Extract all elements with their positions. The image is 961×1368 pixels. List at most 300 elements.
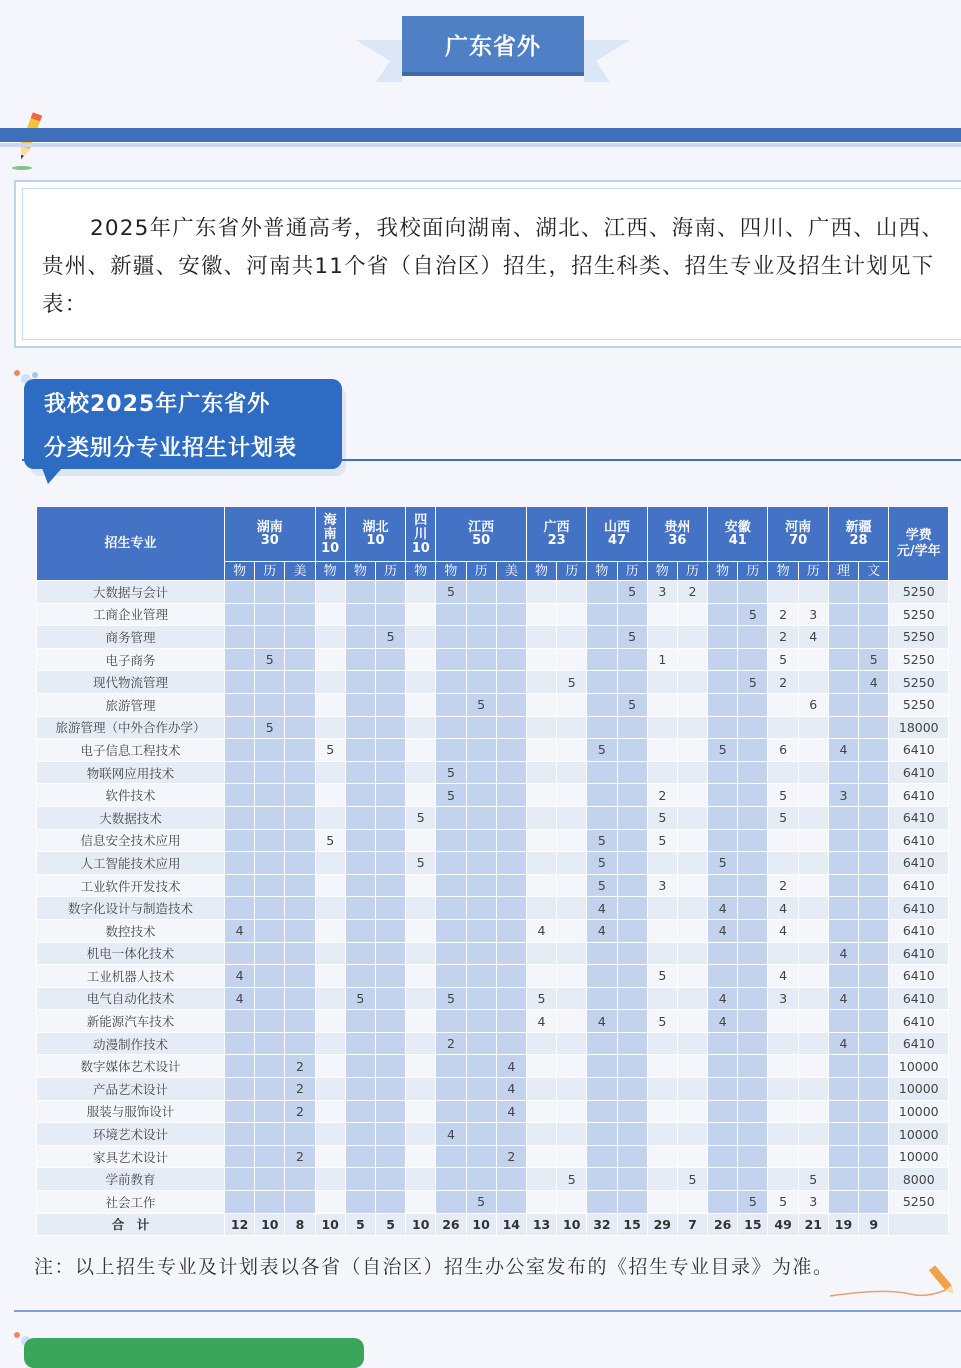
major-name: 环境艺术设计 bbox=[37, 1123, 225, 1146]
plan-cell bbox=[647, 1145, 677, 1168]
plan-cell bbox=[225, 626, 255, 649]
plan-cell bbox=[708, 648, 738, 671]
plan-cell: 5 bbox=[345, 987, 375, 1010]
plan-cell bbox=[255, 852, 285, 875]
plan-cell bbox=[225, 806, 255, 829]
plan-cell: 3 bbox=[798, 1191, 828, 1214]
plan-cell bbox=[315, 1123, 345, 1146]
plan-cell bbox=[526, 1032, 556, 1055]
plan-cell: 4 bbox=[587, 919, 617, 942]
plan-cell bbox=[466, 852, 496, 875]
major-name: 数字媒体艺术设计 bbox=[37, 1055, 225, 1078]
plan-cell bbox=[315, 1100, 345, 1123]
plan-cell bbox=[557, 919, 587, 942]
plan-cell bbox=[557, 852, 587, 875]
plan-cell: 12 bbox=[225, 1213, 255, 1236]
major-name: 旅游管理（中外合作办学） bbox=[37, 716, 225, 739]
plan-cell bbox=[677, 716, 707, 739]
plan-cell: 13 bbox=[526, 1213, 556, 1236]
plan-cell bbox=[677, 1191, 707, 1214]
plan-cell bbox=[526, 965, 556, 988]
plan-cell bbox=[828, 965, 858, 988]
plan-cell bbox=[225, 852, 255, 875]
plan-cell bbox=[798, 1010, 828, 1033]
plan-cell bbox=[557, 761, 587, 784]
plan-cell bbox=[677, 648, 707, 671]
plan-cell bbox=[406, 829, 436, 852]
plan-cell: 5 bbox=[617, 626, 647, 649]
plan-cell bbox=[738, 987, 768, 1010]
plan-cell bbox=[436, 1078, 466, 1101]
plan-cell bbox=[798, 852, 828, 875]
plan-cell bbox=[406, 784, 436, 807]
plan-cell bbox=[496, 739, 526, 762]
plan-cell bbox=[375, 965, 405, 988]
table-row bbox=[37, 806, 949, 829]
plan-cell bbox=[406, 581, 436, 604]
plan-cell: 4 bbox=[526, 1010, 556, 1033]
plan-cell bbox=[557, 965, 587, 988]
plan-cell bbox=[587, 784, 617, 807]
plan-cell bbox=[406, 693, 436, 716]
plan-cell bbox=[225, 897, 255, 920]
fee-cell: 6410 bbox=[889, 987, 949, 1010]
plan-cell: 5 bbox=[768, 648, 798, 671]
plan-cell bbox=[677, 965, 707, 988]
plan-cell bbox=[738, 1055, 768, 1078]
plan-cell bbox=[255, 829, 285, 852]
header-subject: 美 bbox=[285, 562, 315, 581]
plan-cell bbox=[708, 1032, 738, 1055]
section-banner bbox=[402, 16, 584, 72]
plan-cell bbox=[859, 716, 889, 739]
plan-cell bbox=[526, 671, 556, 694]
plan-cell bbox=[617, 852, 647, 875]
plan-cell bbox=[285, 626, 315, 649]
table-row bbox=[37, 919, 949, 942]
plan-cell: 3 bbox=[798, 603, 828, 626]
plan-cell: 5 bbox=[587, 874, 617, 897]
header-province bbox=[436, 507, 527, 562]
plan-cell: 4 bbox=[859, 671, 889, 694]
header-subject: 物 bbox=[436, 562, 466, 581]
plan-cell bbox=[617, 671, 647, 694]
plan-cell bbox=[738, 784, 768, 807]
plan-cell bbox=[677, 1055, 707, 1078]
plan-cell bbox=[768, 693, 798, 716]
plan-cell bbox=[738, 897, 768, 920]
table-row bbox=[37, 581, 949, 604]
table-row bbox=[37, 942, 949, 965]
plan-cell bbox=[828, 648, 858, 671]
province-name: 贵州 bbox=[664, 520, 691, 535]
plan-cell bbox=[345, 1032, 375, 1055]
plan-cell bbox=[828, 852, 858, 875]
header-subject: 历 bbox=[677, 562, 707, 581]
plan-cell bbox=[708, 965, 738, 988]
plan-cell bbox=[526, 784, 556, 807]
plan-cell: 5 bbox=[647, 829, 677, 852]
plan-cell bbox=[496, 693, 526, 716]
plan-cell bbox=[345, 874, 375, 897]
plan-cell: 5 bbox=[617, 693, 647, 716]
plan-cell bbox=[496, 648, 526, 671]
plan-cell: 15 bbox=[738, 1213, 768, 1236]
plan-cell bbox=[466, 1100, 496, 1123]
plan-cell: 5 bbox=[315, 829, 345, 852]
plan-cell bbox=[768, 1145, 798, 1168]
plan-cell bbox=[375, 1078, 405, 1101]
plan-cell bbox=[345, 852, 375, 875]
plan-cell bbox=[526, 1168, 556, 1191]
plan-cell bbox=[496, 919, 526, 942]
plan-cell bbox=[587, 965, 617, 988]
plan-cell bbox=[828, 897, 858, 920]
plan-cell bbox=[496, 603, 526, 626]
plan-cell bbox=[708, 603, 738, 626]
plan-cell bbox=[526, 942, 556, 965]
plan-cell bbox=[225, 1168, 255, 1191]
plan-cell bbox=[798, 739, 828, 762]
header-subject: 物 bbox=[315, 562, 345, 581]
plan-cell bbox=[496, 1191, 526, 1214]
plan-cell bbox=[255, 1123, 285, 1146]
plan-cell bbox=[466, 1078, 496, 1101]
plan-cell bbox=[557, 897, 587, 920]
table-row bbox=[37, 693, 949, 716]
major-name: 学前教育 bbox=[37, 1168, 225, 1191]
plan-cell bbox=[345, 942, 375, 965]
plan-cell bbox=[255, 1078, 285, 1101]
province-total: 36 bbox=[668, 533, 687, 548]
plan-cell bbox=[617, 987, 647, 1010]
plan-cell bbox=[345, 1010, 375, 1033]
plan-cell bbox=[526, 829, 556, 852]
plan-cell bbox=[617, 965, 647, 988]
table-row bbox=[37, 1078, 949, 1101]
plan-cell bbox=[647, 603, 677, 626]
plan-cell: 4 bbox=[526, 919, 556, 942]
plan-cell: 5 bbox=[768, 784, 798, 807]
table-row bbox=[37, 1100, 949, 1123]
plan-cell bbox=[496, 1168, 526, 1191]
plan-cell bbox=[345, 739, 375, 762]
header-subject: 物 bbox=[406, 562, 436, 581]
plan-cell bbox=[647, 626, 677, 649]
plan-cell bbox=[859, 965, 889, 988]
plan-cell bbox=[375, 1010, 405, 1033]
province-name: 安徽 bbox=[724, 520, 751, 535]
plan-cell bbox=[225, 603, 255, 626]
plan-cell bbox=[708, 1078, 738, 1101]
table-row bbox=[37, 987, 949, 1010]
major-name: 软件技术 bbox=[37, 784, 225, 807]
plan-cell bbox=[345, 1191, 375, 1214]
plan-cell bbox=[768, 852, 798, 875]
plan-cell: 5 bbox=[708, 852, 738, 875]
plan-cell bbox=[647, 671, 677, 694]
province-total: 10 bbox=[366, 533, 385, 548]
plan-cell bbox=[708, 784, 738, 807]
plan-cell bbox=[828, 716, 858, 739]
plan-cell bbox=[859, 1145, 889, 1168]
plan-cell bbox=[496, 761, 526, 784]
plan-cell bbox=[345, 965, 375, 988]
plan-cell bbox=[738, 1078, 768, 1101]
plan-cell: 4 bbox=[225, 987, 255, 1010]
plan-cell: 2 bbox=[768, 874, 798, 897]
table-row bbox=[37, 874, 949, 897]
plan-cell: 4 bbox=[708, 1010, 738, 1033]
plan-cell bbox=[708, 1055, 738, 1078]
plan-cell bbox=[828, 829, 858, 852]
plan-cell: 4 bbox=[768, 965, 798, 988]
fee-cell: 5250 bbox=[889, 648, 949, 671]
plan-cell bbox=[406, 1032, 436, 1055]
fee-cell: 6410 bbox=[889, 874, 949, 897]
plan-cell: 4 bbox=[496, 1055, 526, 1078]
province-name: 湖南 bbox=[256, 520, 283, 535]
plan-cell bbox=[406, 1168, 436, 1191]
plan-cell bbox=[496, 874, 526, 897]
plan-cell bbox=[677, 1145, 707, 1168]
major-name: 大数据与会计 bbox=[37, 581, 225, 604]
plan-cell bbox=[617, 739, 647, 762]
plan-cell bbox=[768, 1055, 798, 1078]
plan-cell bbox=[828, 626, 858, 649]
plan-cell bbox=[285, 1032, 315, 1055]
plan-cell bbox=[617, 1145, 647, 1168]
plan-cell bbox=[738, 693, 768, 716]
plan-cell bbox=[225, 1191, 255, 1214]
plan-cell bbox=[557, 716, 587, 739]
plan-cell bbox=[677, 942, 707, 965]
plan-cell: 5 bbox=[466, 693, 496, 716]
plan-cell bbox=[587, 716, 617, 739]
plan-cell bbox=[708, 829, 738, 852]
plan-cell bbox=[859, 1123, 889, 1146]
plan-cell: 49 bbox=[768, 1213, 798, 1236]
plan-cell bbox=[587, 1055, 617, 1078]
plan-cell bbox=[526, 739, 556, 762]
section-title-line1: 我校2025年广东省外 bbox=[44, 392, 271, 417]
plan-cell bbox=[768, 1100, 798, 1123]
header-subject: 历 bbox=[617, 562, 647, 581]
header-province bbox=[587, 507, 647, 562]
plan-cell bbox=[496, 581, 526, 604]
plan-cell bbox=[647, 1078, 677, 1101]
plan-cell bbox=[466, 942, 496, 965]
plan-cell: 4 bbox=[708, 897, 738, 920]
plan-cell: 4 bbox=[708, 987, 738, 1010]
header-subject: 历 bbox=[255, 562, 285, 581]
plan-cell bbox=[738, 1123, 768, 1146]
plan-cell bbox=[466, 581, 496, 604]
plan-cell bbox=[859, 1191, 889, 1214]
plan-cell bbox=[798, 829, 828, 852]
plan-cell bbox=[557, 626, 587, 649]
plan-cell bbox=[708, 1168, 738, 1191]
plan-cell bbox=[798, 965, 828, 988]
plan-cell bbox=[285, 1123, 315, 1146]
plan-cell bbox=[587, 1032, 617, 1055]
plan-cell bbox=[315, 1032, 345, 1055]
header-subject: 物 bbox=[225, 562, 255, 581]
plan-cell bbox=[255, 1145, 285, 1168]
plan-cell: 14 bbox=[496, 1213, 526, 1236]
plan-cell bbox=[587, 581, 617, 604]
plan-cell bbox=[406, 739, 436, 762]
plan-cell bbox=[708, 874, 738, 897]
plan-cell bbox=[677, 1123, 707, 1146]
fee-cell: 6410 bbox=[889, 919, 949, 942]
plan-cell bbox=[677, 852, 707, 875]
plan-cell bbox=[345, 1145, 375, 1168]
plan-cell: 5 bbox=[436, 581, 466, 604]
province-total: 10 bbox=[321, 540, 340, 556]
major-name: 人工智能技术应用 bbox=[37, 852, 225, 875]
province-total: 23 bbox=[547, 533, 566, 548]
plan-cell bbox=[466, 1145, 496, 1168]
plan-cell bbox=[285, 919, 315, 942]
plan-cell: 2 bbox=[436, 1032, 466, 1055]
plan-cell bbox=[406, 1145, 436, 1168]
plan-cell bbox=[285, 965, 315, 988]
plan-cell: 5 bbox=[708, 739, 738, 762]
plan-cell bbox=[828, 919, 858, 942]
fee-cell: 10000 bbox=[889, 1123, 949, 1146]
table-row bbox=[37, 852, 949, 875]
plan-cell bbox=[345, 648, 375, 671]
plan-cell bbox=[677, 1032, 707, 1055]
plan-cell bbox=[526, 761, 556, 784]
plan-cell bbox=[798, 942, 828, 965]
major-name: 机电一体化技术 bbox=[37, 942, 225, 965]
plan-cell bbox=[255, 897, 285, 920]
speech-tail-icon bbox=[42, 468, 62, 486]
plan-cell bbox=[738, 716, 768, 739]
plan-cell bbox=[526, 1145, 556, 1168]
province-total: 70 bbox=[789, 533, 808, 548]
plan-cell bbox=[557, 829, 587, 852]
table-row bbox=[37, 1168, 949, 1191]
plan-cell bbox=[436, 1145, 466, 1168]
header-subject: 物 bbox=[587, 562, 617, 581]
plan-cell: 5 bbox=[375, 626, 405, 649]
plan-cell bbox=[285, 739, 315, 762]
major-name: 商务管理 bbox=[37, 626, 225, 649]
province-name: 海南 bbox=[323, 512, 337, 542]
plan-cell bbox=[436, 1010, 466, 1033]
header-province bbox=[225, 507, 316, 562]
plan-cell bbox=[255, 942, 285, 965]
plan-cell: 2 bbox=[768, 603, 798, 626]
plan-cell bbox=[798, 1078, 828, 1101]
plan-cell: 5 bbox=[859, 648, 889, 671]
plan-cell bbox=[285, 852, 315, 875]
plan-cell bbox=[315, 874, 345, 897]
plan-cell bbox=[406, 626, 436, 649]
plan-cell bbox=[677, 829, 707, 852]
province-total: 50 bbox=[472, 533, 491, 548]
plan-cell bbox=[557, 1100, 587, 1123]
plan-cell bbox=[647, 1123, 677, 1146]
plan-cell bbox=[617, 761, 647, 784]
table-total-row bbox=[37, 1213, 949, 1236]
header-province bbox=[828, 507, 888, 562]
plan-cell bbox=[617, 874, 647, 897]
plan-cell: 2 bbox=[285, 1100, 315, 1123]
plan-cell bbox=[738, 965, 768, 988]
pen-icon bbox=[826, 1258, 961, 1302]
enrollment-plan-table-wrapper bbox=[36, 506, 949, 1236]
plan-cell bbox=[587, 1145, 617, 1168]
plan-cell bbox=[225, 739, 255, 762]
plan-cell bbox=[345, 784, 375, 807]
plan-cell bbox=[345, 1123, 375, 1146]
section-title bbox=[24, 379, 342, 469]
header-province bbox=[315, 507, 345, 562]
plan-cell bbox=[406, 919, 436, 942]
plan-cell bbox=[526, 806, 556, 829]
province-name: 山西 bbox=[604, 520, 631, 535]
plan-cell bbox=[285, 693, 315, 716]
plan-cell bbox=[647, 942, 677, 965]
province-name: 四川 bbox=[414, 512, 428, 542]
plan-cell bbox=[798, 1123, 828, 1146]
plan-cell bbox=[315, 1191, 345, 1214]
plan-cell bbox=[859, 1010, 889, 1033]
plan-cell bbox=[496, 942, 526, 965]
plan-cell bbox=[677, 693, 707, 716]
plan-cell bbox=[375, 874, 405, 897]
major-name: 家具艺术设计 bbox=[37, 1145, 225, 1168]
plan-cell bbox=[617, 1032, 647, 1055]
plan-cell bbox=[285, 987, 315, 1010]
fee-cell: 8000 bbox=[889, 1168, 949, 1191]
plan-cell bbox=[738, 942, 768, 965]
fee-cell: 6410 bbox=[889, 806, 949, 829]
plan-cell bbox=[587, 648, 617, 671]
plan-cell bbox=[375, 987, 405, 1010]
plan-cell bbox=[315, 1078, 345, 1101]
plan-cell bbox=[406, 1100, 436, 1123]
plan-cell bbox=[375, 693, 405, 716]
plan-cell bbox=[738, 829, 768, 852]
plan-cell: 5 bbox=[647, 965, 677, 988]
plan-cell bbox=[677, 1010, 707, 1033]
plan-cell bbox=[647, 1191, 677, 1214]
plan-cell bbox=[225, 1123, 255, 1146]
plan-cell bbox=[345, 671, 375, 694]
plan-cell bbox=[225, 581, 255, 604]
plan-cell bbox=[345, 761, 375, 784]
table-row bbox=[37, 829, 949, 852]
plan-cell bbox=[617, 1055, 647, 1078]
province-total: 28 bbox=[849, 533, 868, 548]
plan-cell bbox=[677, 897, 707, 920]
plan-cell bbox=[436, 806, 466, 829]
province-name: 江西 bbox=[468, 520, 495, 535]
plan-cell bbox=[859, 829, 889, 852]
plan-cell bbox=[557, 874, 587, 897]
plan-cell bbox=[828, 761, 858, 784]
plan-cell bbox=[677, 603, 707, 626]
table-row bbox=[37, 1055, 949, 1078]
plan-cell bbox=[375, 919, 405, 942]
plan-cell bbox=[828, 1145, 858, 1168]
plan-cell: 10 bbox=[406, 1213, 436, 1236]
